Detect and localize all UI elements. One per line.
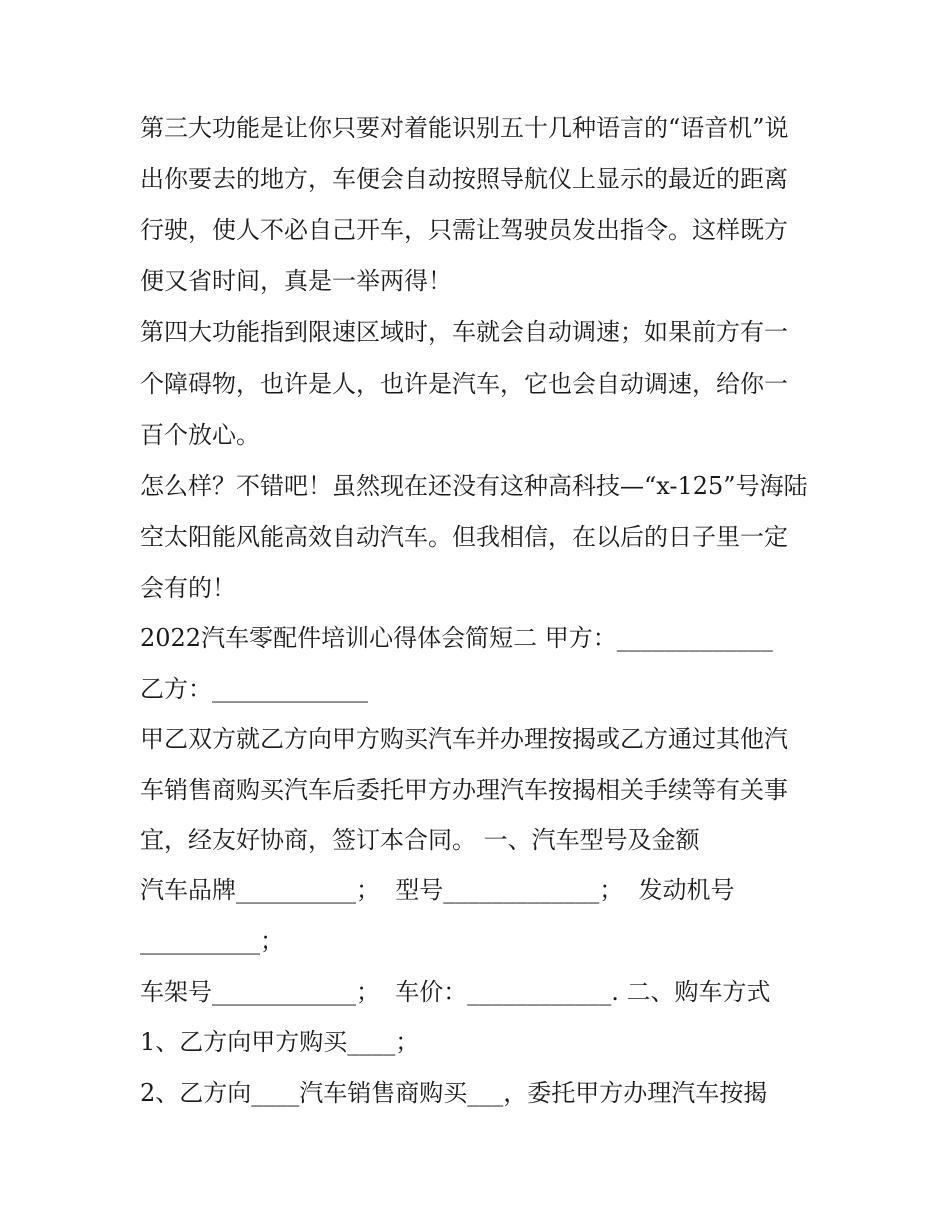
text-line: 百个放心。 (140, 421, 260, 449)
text-line: 第四大功能指到限速区域时，车就会自动调速；如果前方有一 (140, 318, 788, 346)
text-line: 1、乙方向甲方购买____； (140, 1028, 420, 1056)
text-line: 行驶，使人不必自己开车，只需让驾驶员发出指令。这样既方 (140, 216, 788, 244)
text-line: 乙方：_____________ (140, 675, 368, 703)
text-line: 会有的！ (140, 574, 236, 602)
text-line: 车销售商购买汽车后委托甲方办理汽车按揭相关手续等有关事 (140, 776, 788, 804)
text-line: 甲乙双方就乙方向甲方购买汽车并办理按揭或乙方通过其他汽 (140, 725, 788, 753)
text-line: 怎么样？不错吧！虽然现在还没有这种高科技—“x-125”号海陆 (140, 472, 808, 500)
text-line: 2022汽车零配件培训心得体会简短二 甲方：_____________ (140, 624, 773, 652)
text-line: 2、乙方向____汽车销售商购买___，委托甲方办理汽车按揭 (140, 1079, 768, 1107)
text-line: __________； (140, 927, 284, 955)
text-line: 出你要去的地方，车便会自动按照导航仪上显示的最近的距离 (140, 165, 788, 193)
text-line: 个障碍物，也许是人，也许是汽车，它也会自动调速，给你一 (140, 370, 788, 398)
text-line: 空太阳能风能高效自动汽车。但我相信，在以后的日子里一定 (140, 523, 788, 551)
text-line: 宜，经友好协商，签订本合同。 一、汽车型号及金额 (140, 826, 700, 854)
text-line: 汽车品牌__________； 型号_____________； 发动机号 (140, 876, 735, 904)
text-line: 车架号____________； 车价：____________. 二、购车方式 (140, 978, 771, 1006)
text-line: 第三大功能是让你只要对着能识别五十几种语言的“语音机”说 (140, 114, 789, 142)
text-line: 便又省时间，真是一举两得！ (140, 267, 452, 295)
